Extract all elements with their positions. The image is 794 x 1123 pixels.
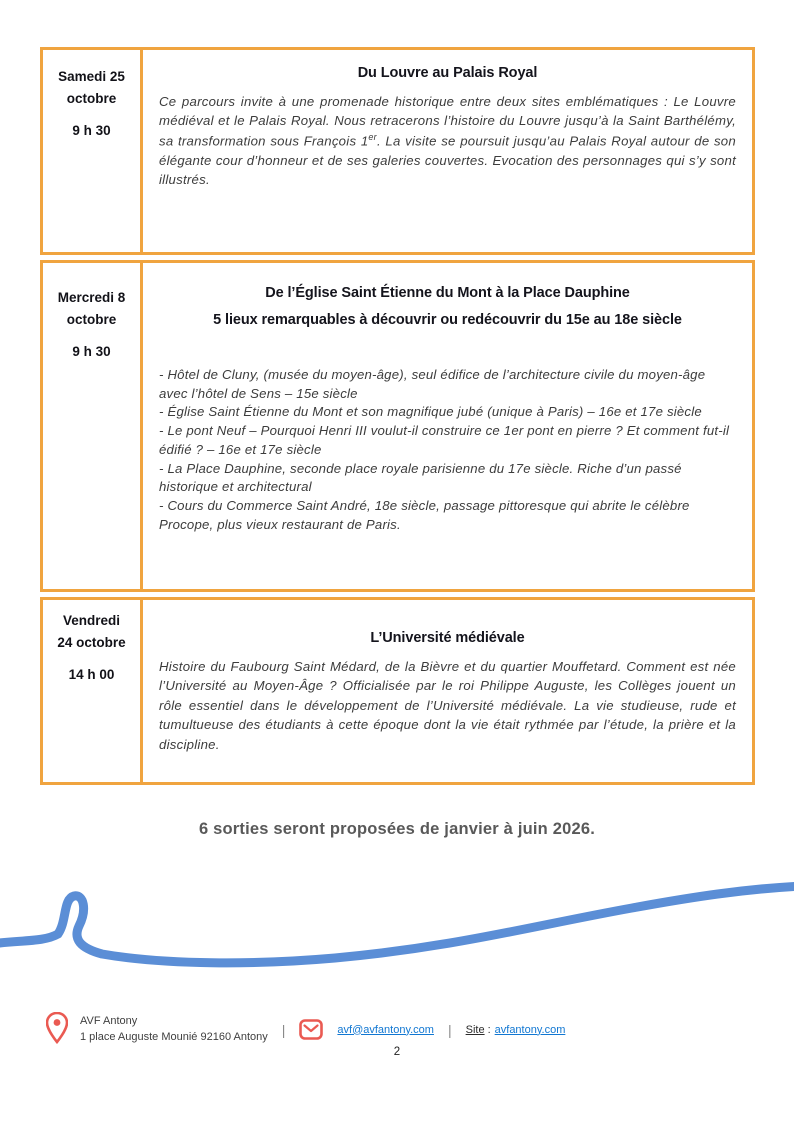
separator: | xyxy=(281,1021,286,1038)
table-row xyxy=(40,260,755,592)
page-number: 2 xyxy=(393,1046,401,1058)
time-label: 9 h 30 xyxy=(72,343,111,359)
address-block xyxy=(80,1014,268,1045)
date-line: Mercredi 8 xyxy=(57,290,126,305)
date-line: octobre xyxy=(66,312,117,328)
announcement-text: 6 sorties seront proposées de janvier à juin 2026. xyxy=(198,820,596,838)
date-cell xyxy=(43,263,143,589)
description-text: . La visite se poursuit jusqu’au Palais Royal autour de son élégante cour d’honneur et de ses galeries couvertes. Evocation des personnages qui s’y sont illustrés. xyxy=(159,133,736,188)
content-cell xyxy=(143,50,752,252)
tour-title: Du Louvre au Palais Royal xyxy=(357,65,538,81)
email-link[interactable]: avf@avfantony.com xyxy=(337,1023,434,1036)
time-label: 9 h 30 xyxy=(72,122,111,138)
date-line: Vendredi xyxy=(62,613,121,628)
date-cell xyxy=(43,600,143,782)
schedule-table xyxy=(40,47,755,785)
wave-decoration xyxy=(0,872,794,972)
table-row xyxy=(40,47,755,255)
tour-title: De l’Église Saint Étienne du Mont à la Place Dauphine xyxy=(265,285,630,301)
date-cell xyxy=(43,50,143,252)
site-link[interactable]: avfantony.com xyxy=(494,1023,566,1036)
list-item: - Église Saint Étienne du Mont et son magnifique jubé (unique à Paris) – 16e et 17e siècle xyxy=(159,404,702,420)
org-address: 1 place Auguste Mounié 92160 Antony xyxy=(80,1030,268,1043)
list-item: - La Place Dauphine, seconde place royale parisienne du 17e siècle. Riche d’un passé historique et architectural xyxy=(159,460,682,495)
envelope-icon xyxy=(299,1019,323,1040)
list-item: - Le pont Neuf – Pourquoi Henri III voulut-il construire ce 1er pont en pierre ? Et comment fut-il édifié ? – 16e et 17e siècle xyxy=(159,423,730,457)
date-line: octobre xyxy=(66,91,117,107)
content-cell xyxy=(143,600,752,782)
ordinal-superscript: er xyxy=(368,131,377,142)
list-item: - Hôtel de Cluny, (musée du moyen-âge), seul édifice de l’architecture civile du moyen-âge avec l’hôtel de Sens – 15e siècle xyxy=(159,367,706,401)
location-pin-icon xyxy=(46,1012,68,1047)
date-line: Samedi 25 xyxy=(58,69,125,84)
content-cell xyxy=(143,263,752,589)
table-row xyxy=(40,597,755,785)
tour-description: Histoire du Faubourg Saint Médard, de la Bièvre et du quartier Mouffetard. Comment est née l’Université au Moyen-Âge ? Officialisée par le roi Philippe Auguste, les Collèges jouent un rôle essentiel dans le développement de l’Université médiévale. La vie studieuse, rude et tumultueuse des étudiants à cette époque dont la vie était rythmée par l’étude, la prière et la discipline. xyxy=(159,659,736,752)
date-line: 24 octobre xyxy=(57,635,126,651)
description-text: Ce parcours invite à une promenade historique entre deux sites emblématiques : Le Louvre médiéval et le Palais Royal. Nous retracerons l’histoire du Louvre jusqu’à la Saint Barthélémy, sa transformation sous François 1 xyxy=(159,94,736,149)
wave-curve-icon xyxy=(0,872,794,972)
tour-highlights-list xyxy=(159,366,736,535)
time-label: 14 h 00 xyxy=(68,666,115,682)
tour-subtitle: 5 lieux remarquables à découvrir ou redécouvrir du 15e au 18e siècle xyxy=(213,312,682,328)
separator: | xyxy=(447,1021,452,1038)
list-item: - Cours du Commerce Saint André, 18e siècle, passage pittoresque qui abrite le célèbre Procope, plus vieux restaurant de Paris. xyxy=(159,498,690,532)
tour-title: L’Université médiévale xyxy=(370,630,525,646)
site-colon: : xyxy=(487,1023,491,1036)
tour-description xyxy=(159,92,736,189)
footer xyxy=(46,1012,756,1047)
site-label: Site xyxy=(465,1023,485,1036)
org-name: AVF Antony xyxy=(80,1015,138,1028)
